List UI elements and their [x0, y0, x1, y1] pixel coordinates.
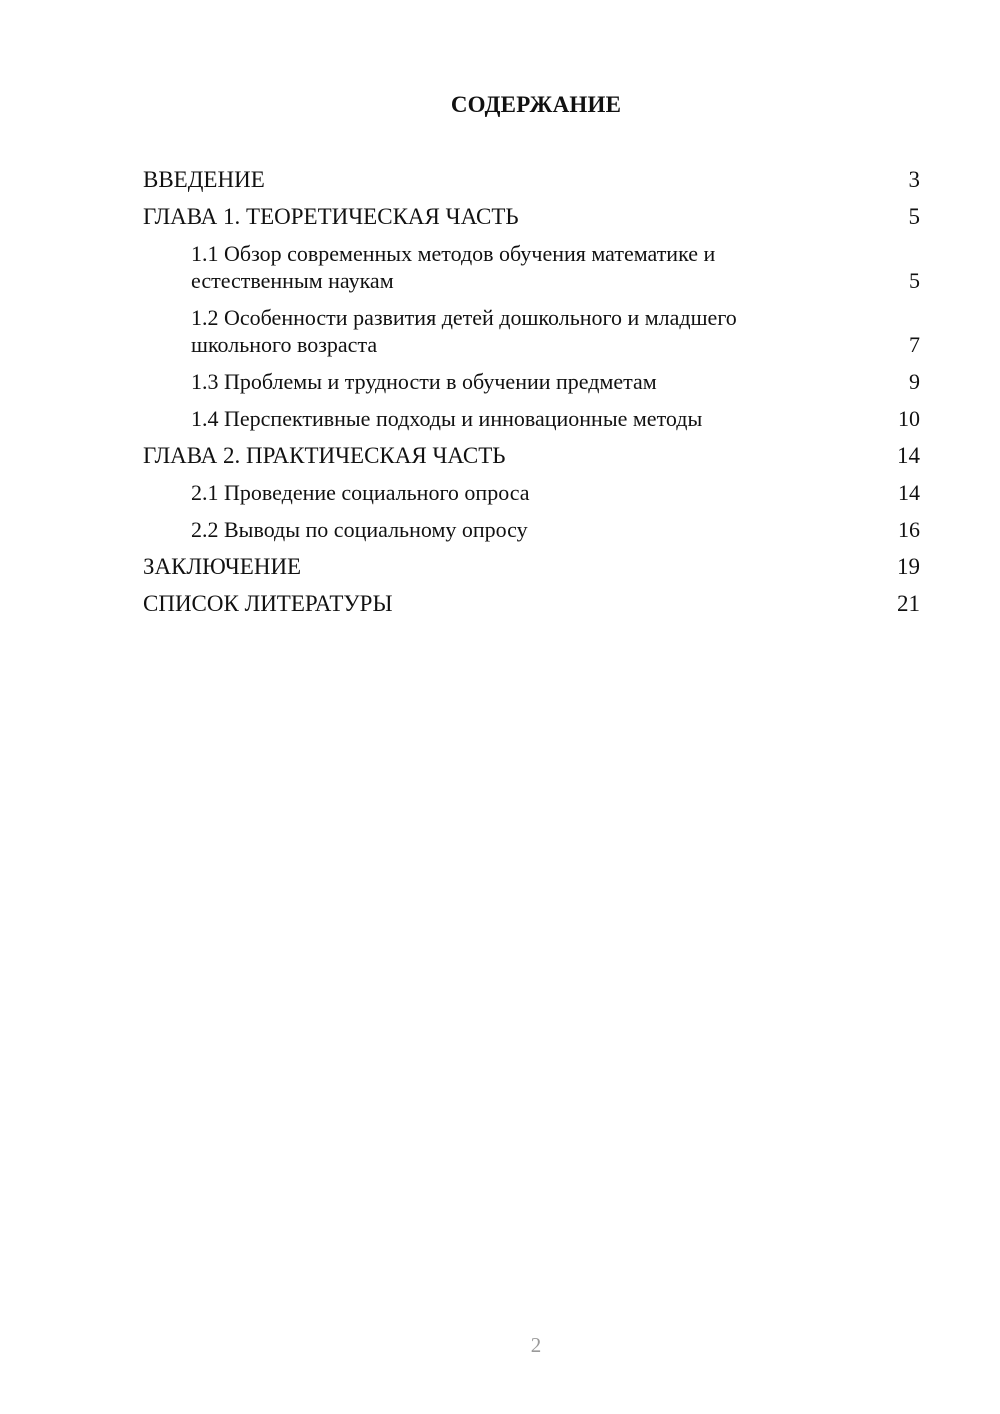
- toc-entry-section-1-4[interactable]: [143, 405, 920, 432]
- toc-entry-page: 5: [908, 204, 920, 229]
- toc-entry-page: 14: [897, 443, 920, 468]
- toc-entry-label: ЗАКЛЮЧЕНИЕ: [143, 554, 302, 579]
- toc-entry-section-1-3[interactable]: [143, 368, 920, 395]
- toc-entry-label: 2.1 Проведение социального опроса: [191, 480, 530, 505]
- page-title: СОДЕРЖАНИЕ: [450, 92, 622, 117]
- toc-entry-label: ГЛАВА 1. ТЕОРЕТИЧЕСКАЯ ЧАСТЬ: [143, 204, 519, 229]
- toc-entry-page: 3: [908, 167, 920, 192]
- toc-entry-chapter-1[interactable]: [143, 203, 920, 230]
- toc-entry-label: 1.4 Перспективные подходы и инновационные методы: [191, 406, 703, 431]
- table-of-contents: [143, 166, 920, 627]
- toc-entry-chapter-2[interactable]: [143, 442, 920, 469]
- toc-entry-label: 2.2 Выводы по социальному опросу: [191, 517, 528, 542]
- toc-entry-label: ГЛАВА 2. ПРАКТИЧЕСКАЯ ЧАСТЬ: [143, 443, 506, 468]
- toc-entry-page: 19: [897, 554, 920, 579]
- toc-entry-page: 5: [909, 268, 920, 293]
- toc-entry-page: 10: [898, 406, 920, 431]
- toc-entry-page: 9: [909, 369, 920, 394]
- toc-entry-label: 1.1 Обзор современных методов обучения математике и естественным наукам: [191, 241, 716, 293]
- toc-entry-conclusion[interactable]: [143, 553, 920, 580]
- toc-entry-references[interactable]: [143, 590, 920, 617]
- toc-entry-label: СПИСОК ЛИТЕРАТУРЫ: [143, 591, 393, 616]
- toc-entry-section-1-2[interactable]: [143, 304, 920, 358]
- toc-entry-page: 14: [898, 480, 920, 505]
- toc-entry-section-2-2[interactable]: [143, 516, 920, 543]
- toc-entry-page: 16: [898, 517, 920, 542]
- toc-entry-section-1-1[interactable]: [143, 240, 920, 294]
- page-number: 2: [530, 1333, 542, 1357]
- toc-entry-introduction[interactable]: [143, 166, 920, 193]
- toc-entry-section-2-1[interactable]: [143, 479, 920, 506]
- toc-entry-label: 1.2 Особенности развития детей дошкольного и младшего школьного возраста: [191, 305, 737, 357]
- toc-entry-page: 7: [909, 332, 920, 357]
- toc-entry-label: ВВЕДЕНИЕ: [143, 167, 265, 192]
- toc-entry-page: 21: [897, 591, 920, 616]
- toc-entry-label: 1.3 Проблемы и трудности в обучении предметам: [191, 369, 657, 394]
